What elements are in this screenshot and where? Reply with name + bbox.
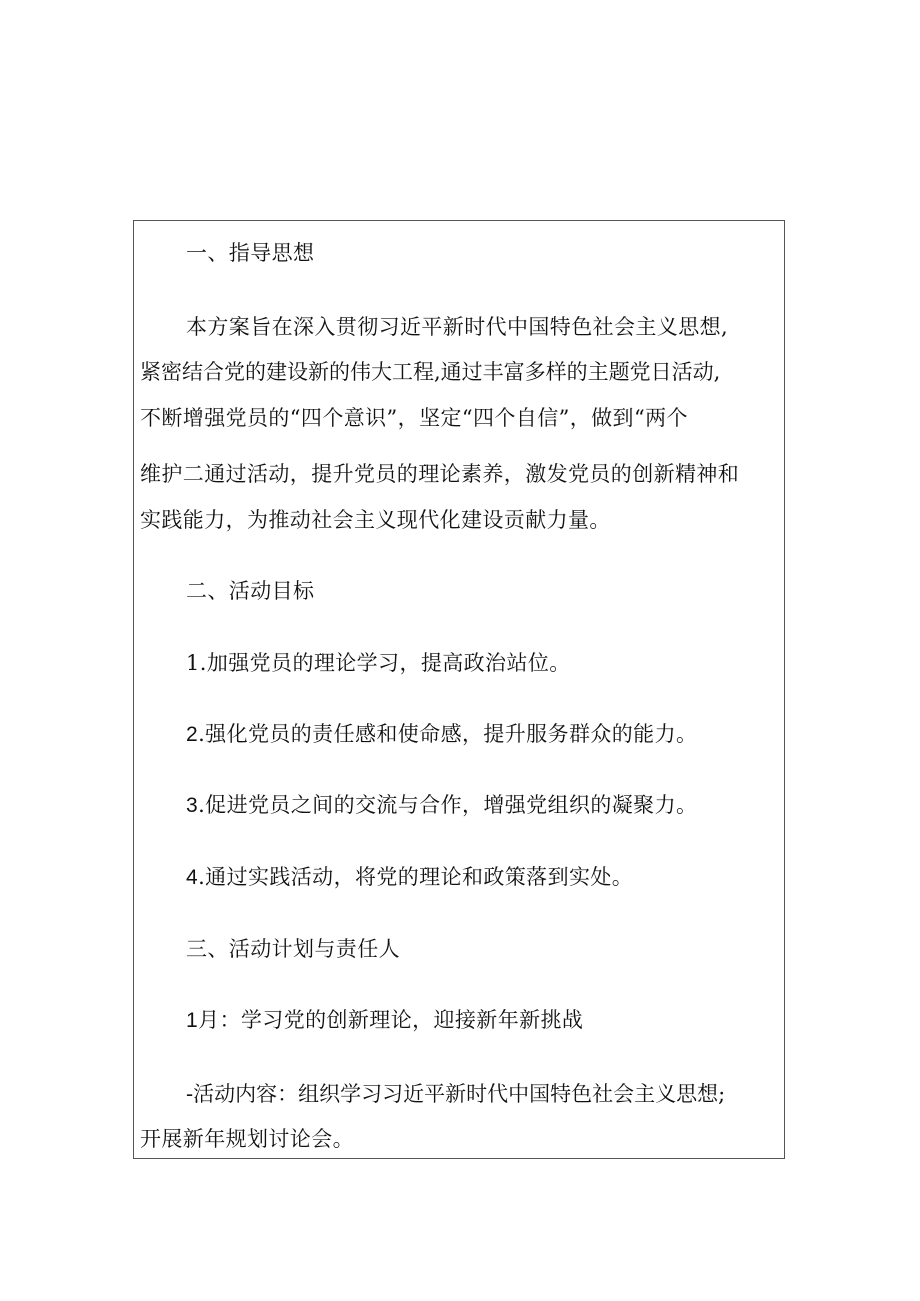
goal-number: 1. — [186, 651, 207, 675]
goal-text: .通过实践活动，将党的理论和政策落到实处。 — [198, 865, 634, 889]
goal-number: 2 — [186, 723, 199, 746]
goal-text: .促进党员之间的交流与合作，增强党组织的凝聚力。 — [198, 793, 698, 817]
paragraph-line: 本方案旨在深入贯彻习近平新时代中国特色社会主义思想, — [186, 315, 729, 339]
paragraph-line: 紧密结合党的建设新的伟大工程,通过丰富多样的主题党日活动, — [140, 360, 721, 384]
goal-item-4 — [186, 862, 826, 893]
section-heading-guiding-ideology: 一、指导思想 — [186, 241, 315, 265]
goal-number: 3 — [186, 794, 199, 817]
section-heading-activity-plan: 三、活动计划与责任人 — [186, 937, 400, 961]
activity-content-line: -活动内容：组织学习习近平新时代中国特色社会主义思想; — [186, 1082, 726, 1106]
paragraph-line: 维护二通过活动，提升党员的理论素养，激发党员的创新精神和 — [140, 462, 740, 486]
goal-item-2 — [186, 719, 826, 750]
month-title-text: 月：学习党的创新理论，迎接新年新挑战 — [198, 1008, 584, 1032]
paragraph-line: 不断增强党员的“四个意识”，坚定“四个自信”，做到“两个 — [140, 406, 688, 430]
month-number: 1 — [186, 1009, 199, 1032]
month-1-title — [186, 1005, 826, 1036]
goal-number: 4 — [186, 866, 199, 889]
goal-text: .强化党员的责任感和使命感，提升服务群众的能力。 — [198, 722, 698, 746]
paragraph-line: 实践能力，为推动社会主义现代化建设贡献力量。 — [140, 508, 611, 532]
document-frame — [133, 220, 785, 1159]
section-heading-activity-goals: 二、活动目标 — [186, 579, 315, 603]
goal-item-3 — [186, 790, 826, 821]
activity-content-line: 开展新年规划讨论会。 — [140, 1127, 354, 1151]
goal-text: 加强党员的理论学习，提高政治站位。 — [206, 651, 571, 675]
goal-item-1 — [186, 648, 826, 678]
